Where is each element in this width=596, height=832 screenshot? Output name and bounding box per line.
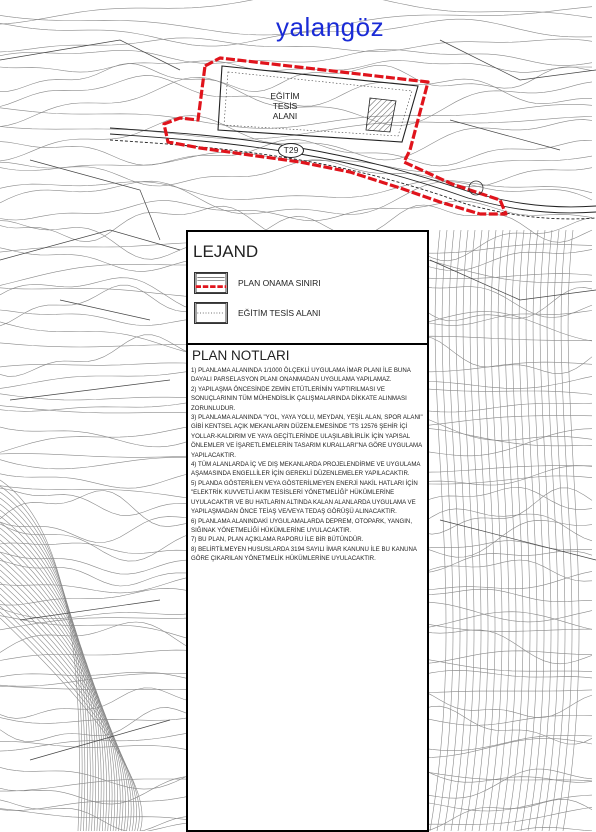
notes-title: PLAN NOTLARI bbox=[192, 348, 290, 363]
road-number-label: T29 bbox=[278, 143, 304, 158]
site-label-line: ALANI bbox=[272, 111, 298, 121]
plan-notes-list bbox=[191, 366, 427, 564]
plan-note: 6) PLANLAMA ALANINDAKİ UYGULAMALARDA DEPREM, OTOPARK, YANGIN, SIĞINAK YÖNETMELİĞİ HÜKÜMLERİNE UYULACAKTIR. bbox=[191, 517, 413, 534]
plan-note: 3) PLANLAMA ALANINDA "YOL, YAYA YOLU, MEYDAN, YEŞİL ALAN, SPOR ALANI" GİBİ KENTSEL AÇIK MEKANLARIN DÜZENLEMESİNDE "TS 12576 ŞEHİR İÇİ YOLLAR-KALDIRIM VE YAYA GEÇİTLERİNDE ULAŞILABİLİRLİK İÇİN YAPISAL ÖNLEMLER VE İŞARETLEMELERİN TASARIM KURALLARI"NA GÖRE UYGULAMA YAPILACAKTIR. bbox=[191, 414, 423, 459]
legend-divider bbox=[188, 343, 427, 345]
boundary-swatch bbox=[194, 272, 228, 294]
plan-note: 1) PLANLAMA ALANINDA 1/1000 ÖLÇEKLİ UYGULAMA İMAR PLANI İLE BUNA DAYALI PARSELASYON PLANI ONANMADAN UYGULAMA YAPILAMAZ. bbox=[191, 367, 411, 384]
plan-note: 4) TÜM ALANLARDA İÇ VE DIŞ MEKANLARDA PROJELENDİRME VE UYGULAMA AŞAMASINDA ENGELLİLER İÇİN GEREKLİ DÜZENLEMELER YAPILACAKTIR. bbox=[191, 461, 421, 478]
site-label bbox=[262, 91, 308, 121]
legend-panel bbox=[186, 230, 429, 832]
plan-note: 7) BU PLAN, PLAN AÇIKLAMA RAPORU İLE BİR BÜTÜNDÜR. bbox=[191, 536, 364, 544]
plan-note: 2) YAPILAŞMA ÖNCESİNDE ZEMİN ETÜTLERİNİN YAPTIRILMASI VE SONUÇLARININ TÜM MÜHENDİSLİK ÇALIŞMALARINDA DİKKATE ALINMASI ZORUNLUDUR. bbox=[191, 385, 407, 412]
site-label-line: EĞİTİM bbox=[270, 91, 300, 101]
plan-note: 5) PLANDA GÖSTERİLEN VEYA GÖSTERİLMEYEN ENERJİ NAKİL HATLARI İÇİN "ELEKTRİK KUVVETLİ AKIM TESİSLERİ YÖNETMELİĞİ" HÜKÜMLERİNE UYULACAKTIR VE BU HATLARIN ALTINDA KALAN ALANLARDA UYGULAMA VE YAPILAŞMADAN ÖNCE TEİAŞ VE/VEYA TEDAŞ GÖRÜŞÜ ALINACAKTIR. bbox=[191, 479, 418, 516]
legend-label: EĞİTİM TESİS ALANI bbox=[238, 308, 321, 318]
education-area-swatch bbox=[194, 302, 228, 324]
legend-title: LEJAND bbox=[193, 242, 259, 261]
site-label-line: TESİS bbox=[272, 101, 298, 111]
place-name: yalangöz bbox=[276, 12, 385, 42]
plan-note: 8) BELİRTİLMEYEN HUSUSLARDA 3194 SAYILI İMAR KANUNU İLE BU KANUNA GÖRE ÇIKARILAN YÖNETMELİK HÜKÜMLERİNE UYULACAKTIR. bbox=[191, 545, 417, 563]
legend-label: PLAN ONAMA SINIRI bbox=[238, 278, 321, 288]
